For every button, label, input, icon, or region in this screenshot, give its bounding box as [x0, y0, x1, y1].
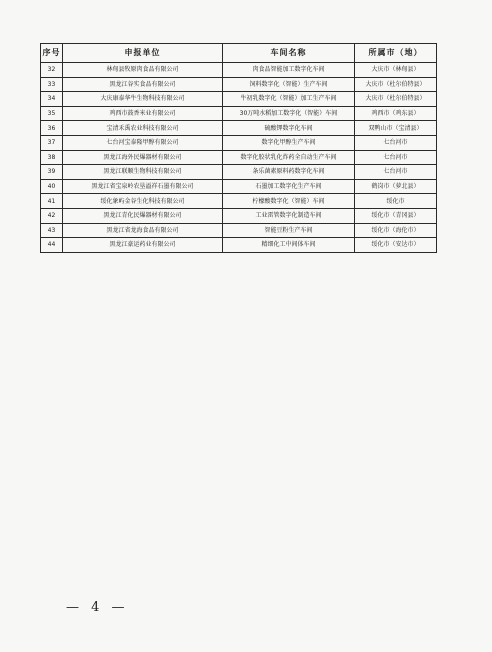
cell-no: 35 — [41, 106, 63, 121]
cell-unit: 黑龙江谷实食品有限公司 — [63, 77, 223, 92]
cell-city: 大庆市（杜尔伯特县） — [355, 92, 437, 107]
cell-no: 37 — [41, 135, 63, 150]
table-row — [41, 77, 437, 92]
cell-city: 大庆市（林甸县） — [355, 63, 437, 78]
cell-no: 36 — [41, 121, 63, 136]
cell-city: 双鸭山市（宝清县） — [355, 121, 437, 136]
cell-city: 鸡西市（鸡东县） — [355, 106, 437, 121]
cell-workshop: 30万吨水稻加工数字化（智能）车间 — [223, 106, 355, 121]
cell-city: 绥化市（海伦市） — [355, 223, 437, 238]
cell-workshop: 柠檬酸数字化（智能）车间 — [223, 194, 355, 209]
cell-unit: 绥化象屿金谷生化科技有限公司 — [63, 194, 223, 209]
cell-workshop: 精细化工中间体车间 — [223, 238, 355, 253]
cell-unit: 黑龙江海外民爆器材有限公司 — [63, 150, 223, 165]
page-number: — 4 — — [66, 600, 129, 615]
cell-workshop: 数字化甲醇生产车间 — [223, 135, 355, 150]
cell-unit: 黑龙江青化民爆器材有限公司 — [63, 208, 223, 223]
cell-workshop: 牛初乳数字化（智能）加工生产车间 — [223, 92, 355, 107]
cell-city: 七台河市 — [355, 135, 437, 150]
header-no: 序号 — [41, 44, 63, 63]
cell-workshop: 石墨加工数字化生产车间 — [223, 179, 355, 194]
cell-no: 33 — [41, 77, 63, 92]
table-row — [41, 208, 437, 223]
cell-unit: 黑龙江省龙海食品有限公司 — [63, 223, 223, 238]
table-row — [41, 238, 437, 253]
cell-unit: 黑龙江豪运药业有限公司 — [63, 238, 223, 253]
table-row — [41, 179, 437, 194]
table-row — [41, 121, 437, 136]
cell-workshop: 肉食品智能加工数字化车间 — [223, 63, 355, 78]
cell-city: 七台河市 — [355, 150, 437, 165]
cell-city: 鹤岗市（萝北县） — [355, 179, 437, 194]
table-body — [41, 63, 437, 253]
cell-unit: 林甸县牧原肉食品有限公司 — [63, 63, 223, 78]
table-row — [41, 135, 437, 150]
cell-unit: 黑龙江联顺生物科技有限公司 — [63, 165, 223, 180]
cell-no: 38 — [41, 150, 63, 165]
header-city: 所属市（地） — [355, 44, 437, 63]
cell-workshop: 数字化胶状乳化炸药全自动生产车间 — [223, 150, 355, 165]
cell-no: 32 — [41, 63, 63, 78]
table-row — [41, 106, 437, 121]
table-row — [41, 223, 437, 238]
cell-workshop: 饲料数字化（智能）生产车间 — [223, 77, 355, 92]
cell-city: 绥化市 — [355, 194, 437, 209]
cell-workshop: 工业雷管数字化制造车间 — [223, 208, 355, 223]
cell-city: 大庆市（杜尔伯特县） — [355, 77, 437, 92]
cell-city: 绥化市（安达市） — [355, 238, 437, 253]
cell-city: 绥化市（青冈县） — [355, 208, 437, 223]
cell-workshop: 智能豆粉生产车间 — [223, 223, 355, 238]
cell-no: 39 — [41, 165, 63, 180]
cell-unit: 黑龙江省宝泉岭农垦溢祥石墨有限公司 — [63, 179, 223, 194]
cell-city: 七台河市 — [355, 165, 437, 180]
table-row — [41, 92, 437, 107]
cell-no: 41 — [41, 194, 63, 209]
cell-no: 42 — [41, 208, 63, 223]
cell-no: 43 — [41, 223, 63, 238]
table-row — [41, 165, 437, 180]
header-workshop: 车间名称 — [223, 44, 355, 63]
cell-unit: 大庆康泰华牛生物科技有限公司 — [63, 92, 223, 107]
cell-no: 40 — [41, 179, 63, 194]
table-row — [41, 150, 437, 165]
table-header-row — [41, 44, 437, 63]
workshop-list-table — [40, 43, 437, 253]
table-row — [41, 63, 437, 78]
table-row — [41, 194, 437, 209]
cell-no: 34 — [41, 92, 63, 107]
cell-unit: 鸡西市鼓香米业有限公司 — [63, 106, 223, 121]
cell-unit: 宝清禾禹农业科技有限公司 — [63, 121, 223, 136]
cell-workshop: 硫酸钾数字化车间 — [223, 121, 355, 136]
cell-no: 44 — [41, 238, 63, 253]
header-unit: 申报单位 — [63, 44, 223, 63]
cell-workshop: 条乐菌素原料药数字化车间 — [223, 165, 355, 180]
cell-unit: 七台河宝泰隆甲醇有限公司 — [63, 135, 223, 150]
